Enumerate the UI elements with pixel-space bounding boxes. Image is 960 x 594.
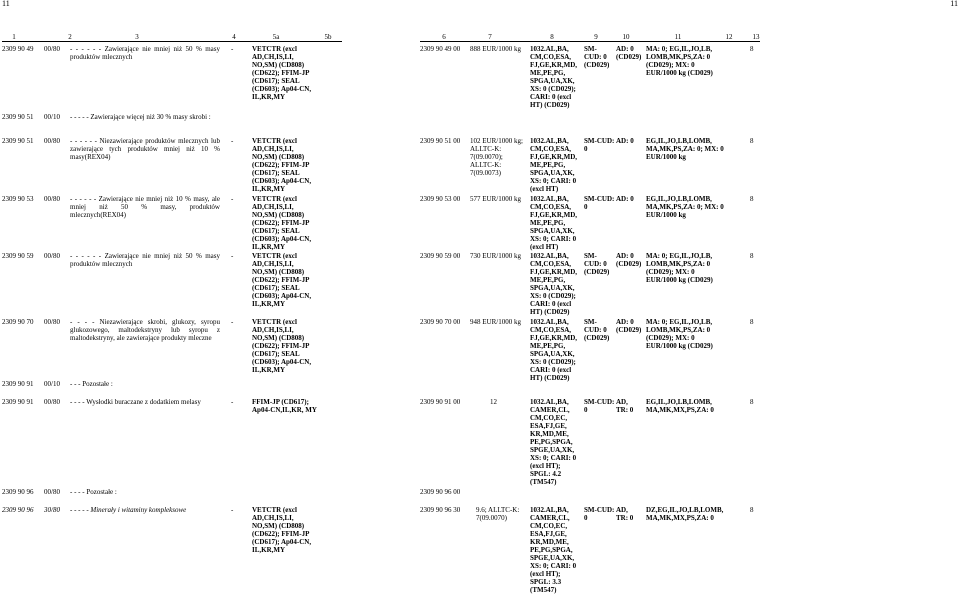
cn-code: 2309 90 96	[2, 488, 34, 496]
col-9: SM-CUD: 0	[584, 398, 615, 414]
col-13: 8	[750, 45, 754, 53]
col-header: 13	[752, 33, 760, 41]
col-5a: VETCTR (excl AD,CH,IS,LI, NO,SM) (CD808) (CD622); FFIM-JP (CD617); SEAL (CD603); Ap04-CN, IL,KR,MY	[252, 137, 312, 193]
col-13: 8	[750, 137, 754, 145]
col-10: AD: 0 (CD029)	[616, 45, 642, 61]
col-8: 1032.AL,BA, CAMER,CL, CM,CO,EC, ESA,FJ,GE, KR,MD,ME, PE,PG,SPGA, SPGE,UA,XK, XS: 0; CARI: 0 (excl HT); SPGL: 3.3 (TM547)	[530, 506, 577, 594]
col-8: 1032.AL,BA, CM,CO,ESA, FJ,GE,KR,MD, ME,PE,PG, SPGA,UA,XK, XS: 0; CARI: 0 (excl HT)	[530, 137, 578, 193]
suffix: 00/80	[44, 45, 60, 53]
description: - - - - - - Zawierające nie mniej niż 50 % masy produktów mlecznych	[70, 45, 220, 61]
col-header: 11	[674, 33, 682, 41]
suffix: 00/80	[44, 195, 60, 203]
cn-code: 2309 90 51	[2, 113, 34, 121]
col-8: 1032.AL,BA, CM,CO,ESA, FJ,GE,KR,MD, ME,PE,PG, SPGA,UA,XK, XS: 0 (CD029); CARI: 0 (excl HT) (CD029)	[530, 45, 578, 109]
description: - - - - Wysłodki buraczane z dodatkiem melasy	[70, 398, 201, 406]
col-13: 8	[750, 252, 754, 260]
col-header: 10	[622, 33, 630, 41]
col-4: -	[231, 252, 234, 260]
description: - - - - Pozostałe :	[70, 488, 117, 496]
col-13: 8	[750, 318, 754, 326]
description: - - - - Niezawierające skrobi, glukozy, syropu glukozowego, maltodekstryny lub syropu z maltodekstryny, ale zawierające produkty mleczne	[70, 318, 220, 342]
cn-code: 2309 90 91	[2, 380, 34, 388]
col-11: MA: 0; EG,IL,JO,LB, LOMB,MK,PS,ZA: 0 (CD029); MX: 0 EUR/1000 kg (CD029)	[646, 318, 713, 350]
col-13: 8	[750, 506, 754, 514]
col-10: AD, TR: 0	[616, 398, 634, 414]
col-5a: VETCTR (excl AD,CH,IS,LI, NO,SM) (CD808) (CD622); FFIM-JP (CD617); SEAL (CD603); Ap04-CN, IL,KR,MY	[252, 318, 312, 374]
col-10: AD: 0 (CD029)	[616, 252, 642, 268]
description: - - - - - - Niezawierające produktów mlecznych lub zawierające tych produktów mniej niż 10 % masy(REX04)	[70, 137, 220, 161]
description: - - - - - - Zawierające nie mniej niż 50 % masy produktów mlecznych	[70, 252, 220, 268]
suffix: 00/10	[44, 113, 60, 121]
cn-code: 2309 90 96	[2, 506, 34, 514]
description: - - - - - - Zawierające nie mniej niż 10 % masy, ale mniej niż 50 % masy, produktów mlecznych(REX04)	[70, 195, 220, 219]
cn-code: 2309 90 49 00	[420, 45, 461, 53]
cn-code: 2309 90 51	[2, 137, 34, 145]
cn-code: 2309 90 49	[2, 45, 34, 53]
col-4: -	[231, 137, 234, 145]
col-7: 102 EUR/1000 kg; ALLTC-K: 7(09.0070); ALLTC-K: 7(09.0073)	[470, 137, 523, 177]
suffix: 00/80	[44, 252, 60, 260]
col-header: 6	[442, 33, 446, 41]
description: - - - - - Minerały i witaminy kompleksowe	[70, 506, 187, 514]
cn-code: 2309 90 53	[2, 195, 34, 203]
col-4: -	[231, 195, 234, 203]
col-7: 948 EUR/1000 kg	[470, 318, 521, 326]
col-9: SM-CUD: 0	[584, 506, 615, 522]
cn-code: 2309 90 70 00	[420, 318, 461, 326]
cn-code: 2309 90 59 00	[420, 252, 461, 260]
description: - - - - - Zawierające więcej niż 30 % masy skrobi :	[70, 113, 211, 121]
col-4: -	[231, 45, 234, 53]
suffix: 00/80	[44, 137, 60, 145]
col-11: EG,IL,JO,LB,LOMB, MA,MK,PS,ZA: 0; MX: 0 EUR/1000 kg	[646, 137, 724, 161]
col-header: 8	[550, 33, 554, 41]
col-10: AD: 0	[616, 195, 634, 203]
col-7: 577 EUR/1000 kg	[470, 195, 521, 203]
col-9: SM-CUD: 0 (CD029)	[584, 318, 610, 342]
description: - - - Pozostałe :	[70, 380, 113, 388]
cn-code: 2309 90 53 00	[420, 195, 461, 203]
col-4: -	[231, 318, 234, 326]
col-8: 1032.AL,BA, CM,CO,ESA, FJ,GE,KR,MD, ME,PE,PG, SPGA,UA,XK, XS: 0 (CD029); CARI: 0 (excl HT) (CD029)	[530, 252, 578, 316]
col-7: 730 EUR/1000 kg	[470, 252, 521, 260]
left-column-header	[2, 33, 342, 42]
cn-code: 2309 90 91	[2, 398, 34, 406]
suffix: 00/80	[44, 488, 60, 496]
cn-code: 2309 90 70	[2, 318, 34, 326]
col-11: MA: 0; EG,IL,JO,LB, LOMB,MK,PS,ZA: 0 (CD029); MX: 0 EUR/1000 kg (CD029)	[646, 252, 713, 284]
col-header: 2	[68, 33, 72, 41]
cn-code: 2309 90 91 00	[420, 398, 461, 406]
right-column-header	[420, 33, 760, 42]
col-header: 4	[232, 33, 236, 41]
col-9: SM-CUD: 0 (CD029)	[584, 45, 610, 69]
col-10: AD: 0	[616, 137, 634, 145]
col-7: 12	[490, 398, 497, 406]
col-10: AD, TR: 0	[616, 506, 634, 522]
col-10: AD: 0 (CD029)	[616, 318, 642, 334]
col-4: -	[231, 398, 234, 406]
col-5a: VETCTR (excl AD,CH,IS,LI, NO,SM) (CD808) (CD622); FFIM-JP (CD617); SEAL (CD603); Ap04-CN, IL,KR,MY	[252, 195, 312, 251]
col-9: SM-CUD: 0	[584, 137, 615, 153]
col-9: SM-CUD: 0	[584, 195, 615, 211]
cn-code: 2309 90 96 30	[420, 506, 461, 514]
col-8: 1032.AL,BA, CM,CO,ESA, FJ,GE,KR,MD, ME,PE,PG, SPGA,UA,XK, XS: 0; CARI: 0 (excl HT)	[530, 195, 578, 251]
suffix: 30/80	[44, 506, 60, 514]
col-11: MA: 0; EG,IL,JO,LB, LOMB,MK,PS,ZA: 0 (CD029); MX: 0 EUR/1000 kg (CD029)	[646, 45, 713, 77]
col-7: 888 EUR/1000 kg	[470, 45, 521, 53]
col-header: 12	[725, 33, 733, 41]
col-header: 7	[488, 33, 492, 41]
suffix: 00/10	[44, 380, 60, 388]
col-11: EG,IL,JO,LB,LOMB, MA,MK,MX,PS,ZA: 0	[646, 398, 714, 414]
col-8: 1032.AL,BA, CM,CO,ESA, FJ,GE,KR,MD, ME,PE,PG, SPGA,UA,XK, XS: 0 (CD029); CARI: 0 (excl HT) (CD029)	[530, 318, 578, 382]
col-13: 8	[750, 195, 754, 203]
col-11: EG,IL,JO,LB,LOMB, MA,MK,PS,ZA: 0; MX: 0 EUR/1000 kg	[646, 195, 724, 219]
col-5a: VETCTR (excl AD,CH,IS,LI, NO,SM) (CD808) (CD622); FFIM-JP (CD617); Ap04-CN, IL,KR,MY	[252, 506, 312, 554]
col-11: DZ,EG,IL,JO,LB,LOMB, MA,MK,MX,PS,ZA: 0	[646, 506, 724, 522]
col-7: 9.6; ALLTC-K: 7(09.0070)	[476, 506, 520, 522]
page-number-left: 11	[2, 0, 10, 8]
cn-code: 2309 90 59	[2, 252, 34, 260]
page-number-right: 11	[950, 0, 958, 8]
col-header: 5a	[272, 33, 280, 41]
cn-code: 2309 90 96 00	[420, 488, 461, 496]
suffix: 00/80	[44, 318, 60, 326]
col-13: 8	[750, 398, 754, 406]
col-4: -	[231, 506, 234, 514]
col-header: 1	[12, 33, 16, 41]
col-header: 5b	[324, 33, 332, 41]
col-header: 3	[135, 33, 139, 41]
col-5a: VETCTR (excl AD,CH,IS,LI, NO,SM) (CD808) (CD622); FFIM-JP (CD617); SEAL (CD603); Ap04-CN, IL,KR,MY	[252, 252, 312, 308]
suffix: 00/80	[44, 398, 60, 406]
cn-code: 2309 90 51 00	[420, 137, 461, 145]
col-8: 1032.AL,BA, CAMER,CL, CM,CO,EC, ESA,FJ,GE, KR,MD,ME, PE,PG,SPGA, SPGE,UA,XK, XS: 0; CARI: 0 (excl HT); SPGL: 4.2 (TM547)	[530, 398, 577, 486]
col-5a: FFIM-JP (CD617); Ap04-CN,IL,KR, MY	[252, 398, 317, 414]
col-header: 9	[594, 33, 598, 41]
col-9: SM-CUD: 0 (CD029)	[584, 252, 610, 276]
col-5a: VETCTR (excl AD,CH,IS,LI, NO,SM) (CD808) (CD622); FFIM-JP (CD617); SEAL (CD603); Ap04-CN, IL,KR,MY	[252, 45, 312, 101]
